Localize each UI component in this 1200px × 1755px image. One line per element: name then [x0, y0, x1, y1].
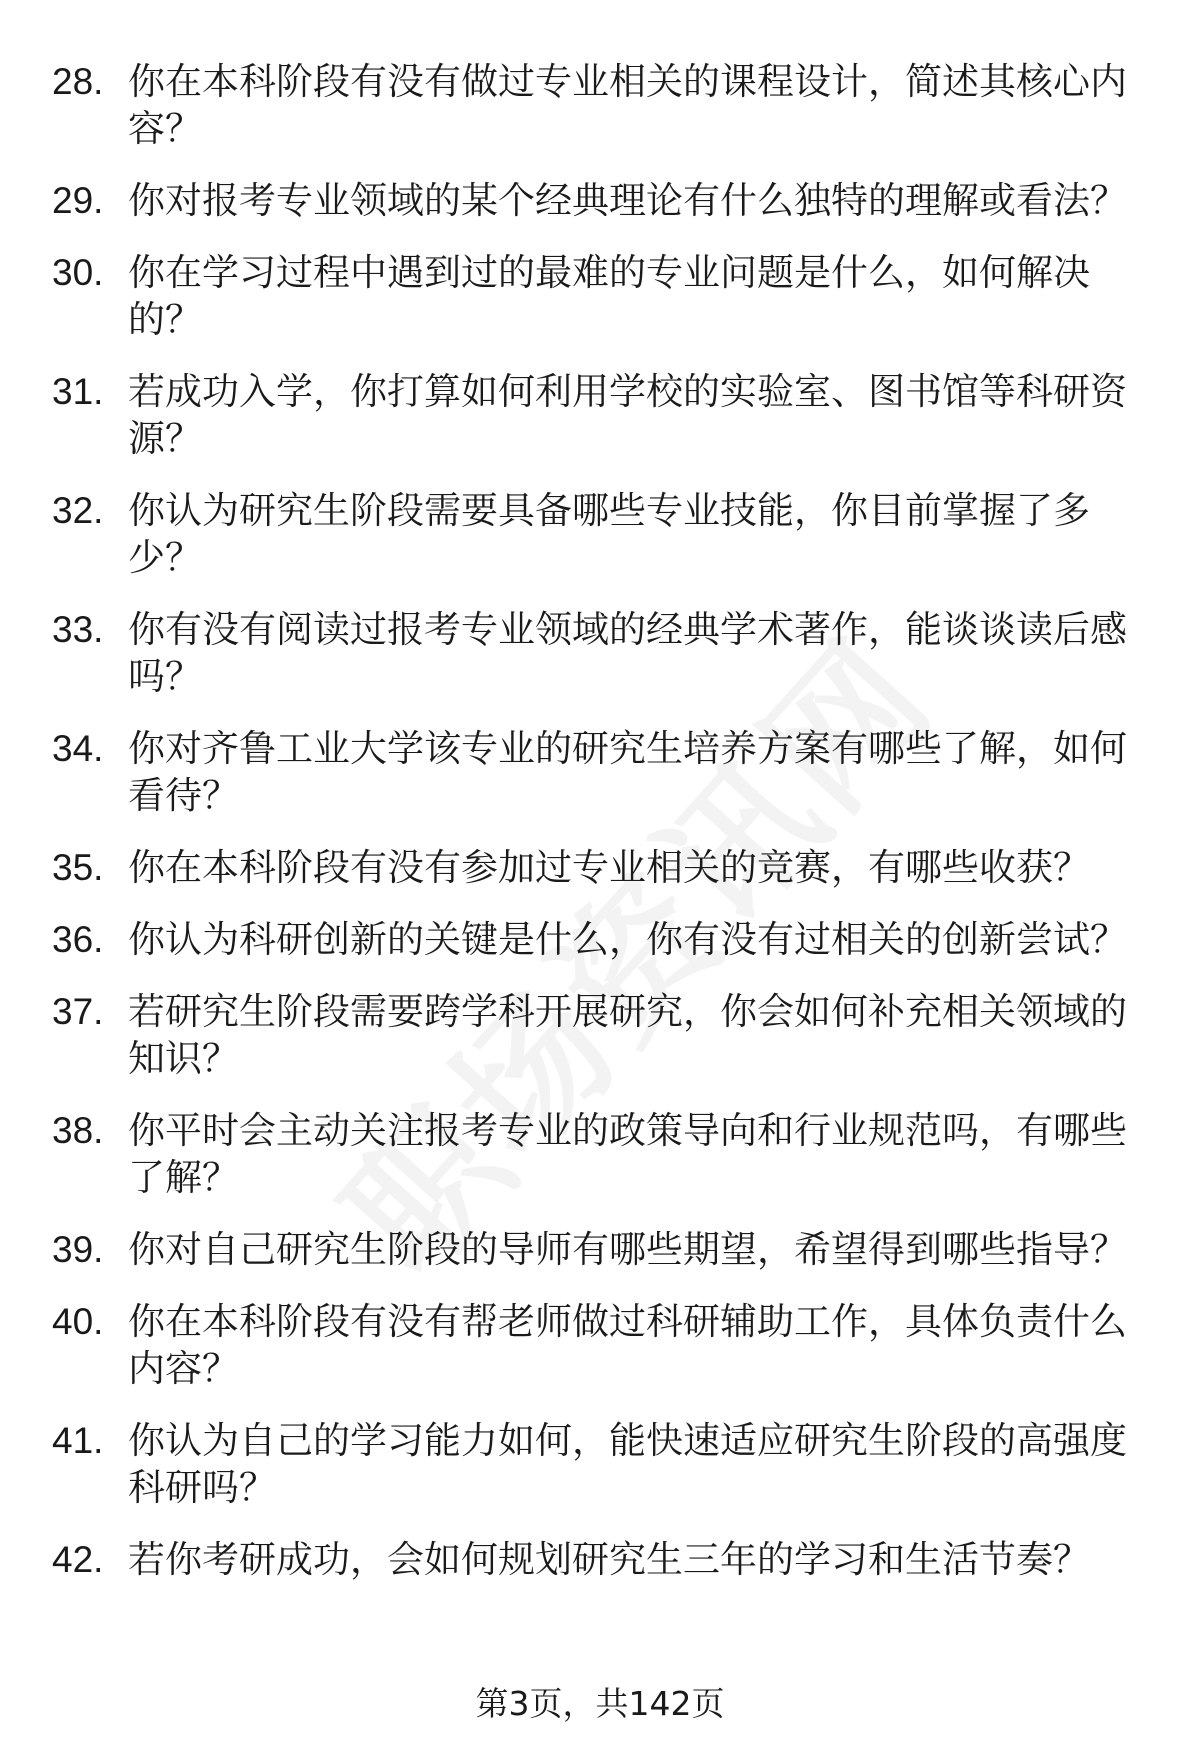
question-item [0, 1298, 1200, 1392]
question-item [0, 916, 1200, 963]
question-item [0, 58, 1200, 152]
question-number: 40. [52, 1301, 104, 1342]
question-text: 你对齐鲁工业大学该专业的研究生培养方案有哪些了解，如何看待？ [128, 727, 1127, 817]
question-list [0, 58, 1200, 1608]
question-item [0, 1417, 1200, 1511]
question-item [0, 249, 1200, 343]
question-item [0, 1226, 1200, 1273]
question-text: 若你考研成功，会如何规划研究生三年的学习和生活节奏？ [128, 1538, 1090, 1581]
question-number: 28. [52, 61, 104, 102]
question-text: 你有没有阅读过报考专业领域的经典学术著作，能谈谈读后感吗？ [128, 608, 1127, 698]
question-text: 你在本科阶段有没有做过专业相关的课程设计，简述其核心内容？ [128, 60, 1127, 150]
question-text: 你对自己研究生阶段的导师有哪些期望，希望得到哪些指导？ [128, 1228, 1127, 1271]
question-number: 39. [52, 1229, 104, 1270]
question-text: 你认为科研创新的关键是什么，你有没有过相关的创新尝试？ [128, 918, 1127, 961]
question-number: 35. [52, 847, 104, 888]
question-text: 你在本科阶段有没有参加过专业相关的竞赛，有哪些收获？ [128, 846, 1090, 889]
question-item [0, 725, 1200, 819]
question-number: 36. [52, 919, 104, 960]
question-item [0, 487, 1200, 581]
question-item [0, 844, 1200, 891]
question-number: 29. [52, 180, 104, 221]
question-number: 31. [52, 371, 104, 412]
question-text: 你在本科阶段有没有帮老师做过科研辅助工作，具体负责什么内容？ [128, 1300, 1127, 1390]
question-item [0, 1107, 1200, 1201]
question-number: 30. [52, 252, 104, 293]
question-number: 42. [52, 1539, 104, 1580]
question-number: 32. [52, 490, 104, 531]
question-item [0, 606, 1200, 700]
question-item [0, 177, 1200, 224]
question-text: 若研究生阶段需要跨学科开展研究，你会如何补充相关领域的知识？ [128, 990, 1127, 1080]
question-number: 41. [52, 1420, 104, 1461]
question-item [0, 368, 1200, 462]
question-item [0, 1536, 1200, 1583]
question-text: 若成功入学，你打算如何利用学校的实验室、图书馆等科研资源？ [128, 370, 1127, 460]
question-item [0, 988, 1200, 1082]
question-text: 你认为自己的学习能力如何，能快速适应研究生阶段的高强度科研吗？ [128, 1419, 1127, 1509]
question-text: 你平时会主动关注报考专业的政策导向和行业规范吗，有哪些了解？ [128, 1109, 1127, 1199]
question-text: 你认为研究生阶段需要具备哪些专业技能，你目前掌握了多少？ [128, 489, 1090, 579]
page-footer: 第3页，共142页 [475, 1684, 725, 1723]
question-text: 你对报考专业领域的某个经典理论有什么独特的理解或看法？ [128, 179, 1127, 222]
question-number: 37. [52, 991, 104, 1032]
question-text: 你在学习过程中遇到过的最难的专业问题是什么，如何解决的？ [128, 251, 1090, 341]
question-number: 34. [52, 728, 104, 769]
question-number: 38. [52, 1110, 104, 1151]
question-number: 33. [52, 609, 104, 650]
